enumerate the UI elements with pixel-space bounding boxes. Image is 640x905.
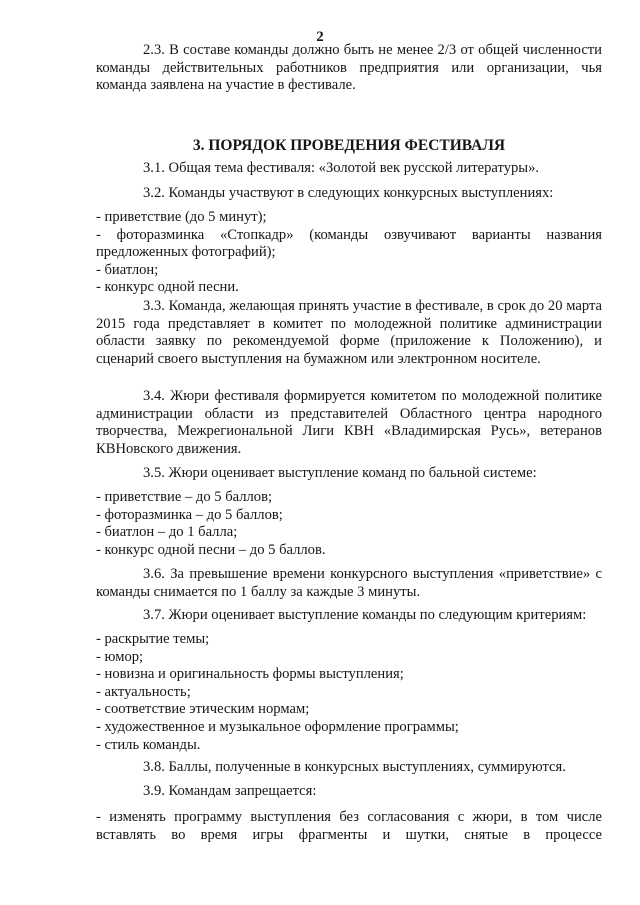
list-item: - биатлон;: [96, 261, 159, 278]
paragraph-3-6: 3.6. За превышение времени конкурсного выступления «приветствие» с команды снимается по 1 баллу за каждые 3 минуты.: [96, 566, 602, 600]
list-item: - конкурс одной песни.: [96, 279, 239, 296]
paragraph-3-7: 3.7. Жюри оценивает выступление команды по следующим критериям:: [143, 607, 587, 623]
list-item: - соответствие этическим нормам;: [96, 701, 310, 718]
list-item: - художественное и музыкальное оформление программы;: [96, 718, 459, 735]
page-number: 2: [316, 29, 324, 45]
list-item: - юмор;: [96, 648, 144, 665]
paragraph-3-9: 3.9. Командам запрещается:: [143, 783, 317, 799]
list-item: - изменять программу выступления без согласования с жюри, в том числе: [96, 809, 602, 825]
paragraph-3-1: 3.1. Общая тема фестиваля: «Золотой век русской литературы».: [143, 160, 540, 176]
list-3-9: [96, 809, 602, 844]
list-item: - приветствие – до 5 баллов;: [96, 489, 273, 505]
section-title: 3. ПОРЯДОК ПРОВЕДЕНИЯ ФЕСТИВАЛЯ: [192, 137, 506, 154]
paragraph-3-2: 3.2. Команды участвуют в следующих конкурсных выступлениях:: [143, 185, 554, 201]
list-3-2: [96, 209, 602, 297]
list-item: - новизна и оригинальность формы выступления;: [96, 666, 404, 683]
list-item: - фоторазминка – до 5 баллов;: [96, 506, 283, 523]
list-3-7: [96, 631, 602, 754]
list-item: - приветствие (до 5 минут);: [96, 209, 267, 225]
list-item: - конкурс одной песни – до 5 баллов.: [96, 541, 326, 558]
list-3-5: [96, 489, 602, 559]
list-item: - актуальность;: [96, 683, 191, 700]
paragraph-3-8: 3.8. Баллы, полученные в конкурсных выступлениях, суммируются.: [143, 759, 566, 775]
paragraph-3-4: 3.4. Жюри фестиваля формируется комитетом по молодежной политике администрации области из представителей Областного центра народного творчества, Межрегиональной Лиги КВН «Владимирская Русь», ветеранов КВНовского движения.: [96, 388, 602, 457]
paragraph-2-3: 2.3. В составе команды должно быть не менее 2/3 от общей численности команды действительных работников предприятия или организации, чья команда заявлена на участие в фестивале.: [96, 42, 602, 94]
list-item-continuation: вставлять во время игры фрагменты и шутки, снятые в процессе: [96, 826, 602, 843]
list-item: - фоторазминка «Стопкадр» (команды озвучивают варианты названия предложенных фотографий);: [96, 226, 602, 261]
paragraph-3-5: 3.5. Жюри оценивает выступление команд по бальной системе:: [143, 465, 537, 481]
paragraph-3-3: 3.3. Команда, желающая принять участие в фестивале, в срок до 20 марта 2015 года представляет в комитет по молодежной политике администрации области заявку по рекомендуемой форме (приложение к Положению), и сценарий своего выступления на бумажном или электронном носителе.: [96, 298, 602, 367]
list-item: - раскрытие темы;: [96, 631, 210, 647]
list-item: - биатлон – до 1 балла;: [96, 524, 238, 541]
list-item: - стиль команды.: [96, 736, 201, 753]
